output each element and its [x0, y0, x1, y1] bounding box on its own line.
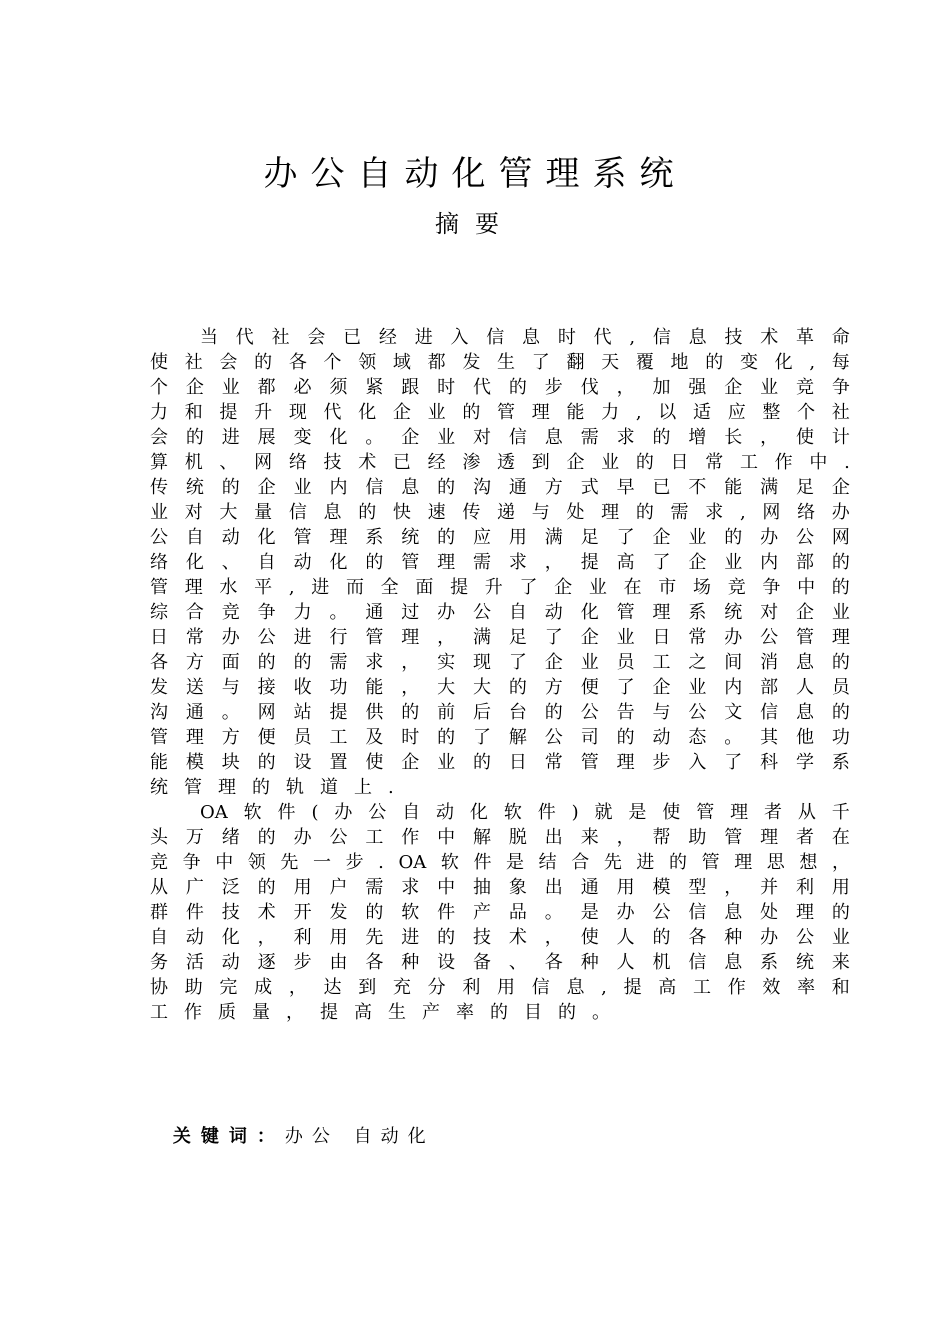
abstract-line: 务 活 动 逐 步 由 各 种 设 备 、 各 种 人 机 信 息 系 统 来 [150, 952, 850, 973]
abstract-line: 发 送 与 接 收 功 能 ， 大 大 的 方 便 了 企 业 内 部 人 员 [150, 677, 850, 698]
abstract-line: 会 的 进 展 变 化 。 企 业 对 信 息 需 求 的 增 长 ， 使 计 [150, 427, 850, 448]
abstract-line: 头 万 绪 的 办 公 工 作 中 解 脱 出 来 ， 帮 助 管 理 者 在 [150, 827, 850, 848]
abstract-line: 传 统 的 企 业 内 信 息 的 沟 通 方 式 早 已 不 能 满 足 企 [150, 477, 850, 498]
abstract-heading: 摘要 [435, 210, 515, 238]
abstract-line: OA 软 件 ( 办 公 自 动 化 软 件 ) 就 是 使 管 理 者 从 千 [200, 802, 850, 823]
abstract-line: 工 作 质 量 ， 提 高 生 产 率 的 目 的 。 [150, 1002, 610, 1023]
abstract-line: 业 对 大 量 信 息 的 快 速 传 递 与 处 理 的 需 求 , 网 络 办 [150, 502, 850, 523]
abstract-line: 从 广 泛 的 用 户 需 求 中 抽 象 出 通 用 模 型 ， 并 利 用 [150, 877, 850, 898]
document-title: 办公自动化管理系统 [263, 154, 687, 194]
abstract-line: 各 方 面 的 的 需 求 ， 实 现 了 企 业 员 工 之 间 消 息 的 [150, 652, 850, 673]
keywords-label: 关键词： [172, 1126, 285, 1147]
keywords-line [150, 1098, 435, 1147]
abstract-line: 公 自 动 化 管 理 系 统 的 应 用 满 足 了 企 业 的 办 公 网 [150, 527, 850, 548]
abstract-line: 管 理 水 平 , 进 而 全 面 提 升 了 企 业 在 市 场 竞 争 中 的 [150, 577, 850, 598]
abstract-line: 能 模 块 的 设 置 使 企 业 的 日 常 管 理 步 入 了 科 学 系 [150, 752, 850, 773]
abstract-line: 络 化 、 自 动 化 的 管 理 需 求 ， 提 高 了 企 业 内 部 的 [150, 552, 850, 573]
abstract-line: 群 件 技 术 开 发 的 软 件 产 品 。 是 办 公 信 息 处 理 的 [150, 902, 850, 923]
abstract-body [150, 325, 850, 1025]
abstract-line: 自 动 化 ， 利 用 先 进 的 技 术 ， 使 人 的 各 种 办 公 业 [150, 927, 850, 948]
abstract-line: 力 和 提 升 现 代 化 企 业 的 管 理 能 力 , 以 适 应 整 个 社 [150, 402, 850, 423]
abstract-line: 竞 争 中 领 先 一 步 . OA 软 件 是 结 合 先 进 的 管 理 思 想 ， [150, 852, 850, 873]
abstract-line: 综 合 竞 争 力 。 通 过 办 公 自 动 化 管 理 系 统 对 企 业 [150, 602, 850, 623]
keywords-value: 办公 自动化 [284, 1126, 435, 1147]
abstract-line: 当 代 社 会 已 经 进 入 信 息 时 代 , 信 息 技 术 革 命 [200, 327, 850, 348]
abstract-line: 沟 通 。 网 站 提 供 的 前 后 台 的 公 告 与 公 文 信 息 的 [150, 702, 850, 723]
abstract-line: 使 社 会 的 各 个 领 域 都 发 生 了 翻 天 覆 地 的 变 化 , 每 [150, 352, 850, 373]
abstract-line: 协 助 完 成 ， 达 到 充 分 利 用 信 息 , 提 高 工 作 效 率 和 [150, 977, 850, 998]
abstract-line: 个 企 业 都 必 须 紧 跟 时 代 的 步 伐 ， 加 强 企 业 竞 争 [150, 377, 850, 398]
abstract-line: 统 管 理 的 轨 道 上 . [150, 777, 394, 798]
abstract-line: 算 机 、 网 络 技 术 已 经 渗 透 到 企 业 的 日 常 工 作 中 . [150, 452, 850, 473]
abstract-line: 管 理 方 便 员 工 及 时 的 了 解 公 司 的 动 态 。 其 他 功 [150, 727, 850, 748]
abstract-line: 日 常 办 公 进 行 管 理 ， 满 足 了 企 业 日 常 办 公 管 理 [150, 627, 850, 648]
